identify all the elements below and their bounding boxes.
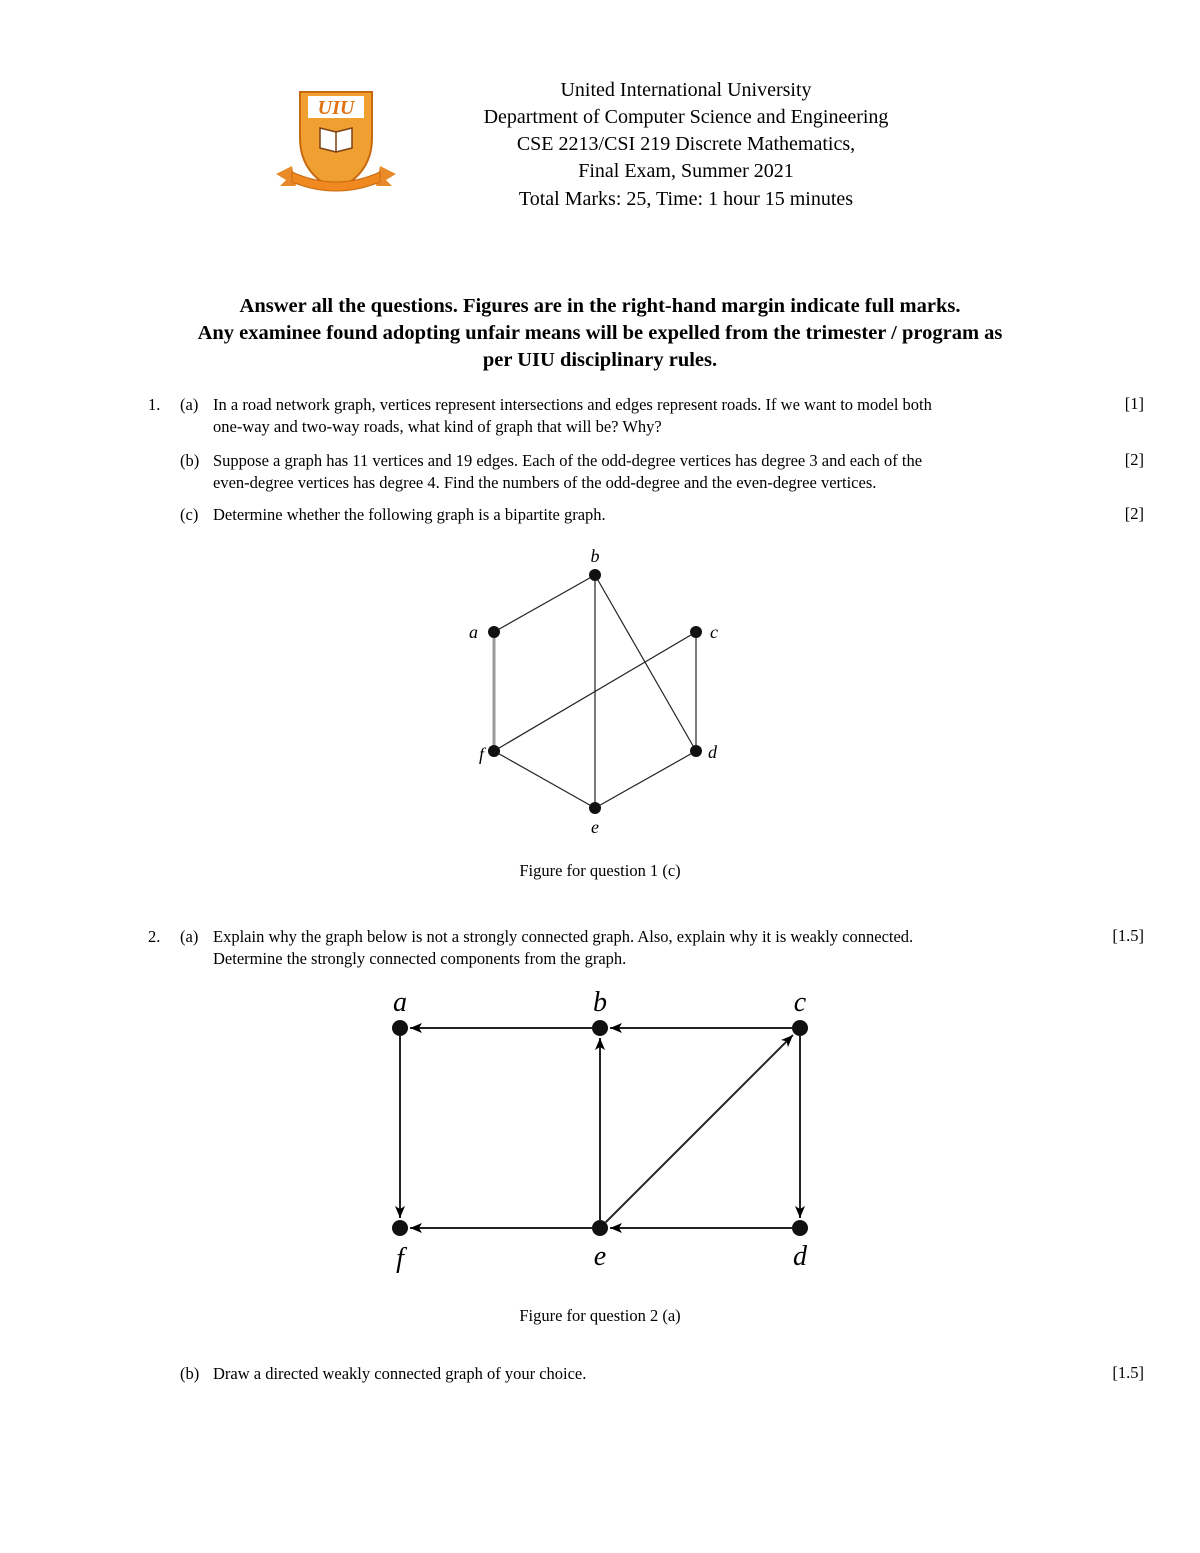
fig1-edge-d-e	[595, 751, 696, 808]
fig2-vertex-f	[392, 1220, 408, 1236]
fig1-vertex-d	[690, 745, 702, 757]
fig2-label-c: c	[793, 987, 807, 1018]
question-2a-line-2: Determine the strongly connected components from the graph.	[213, 949, 627, 968]
fig2-edge-e-to-c	[606, 1035, 793, 1222]
figure-1c-svg	[460, 540, 740, 840]
question-1b-line-1: Suppose a graph has 11 vertices and 19 edges. Each of the odd-degree vertices has degree 3 and each of the	[213, 451, 923, 470]
fig1-vertex-a	[488, 626, 500, 638]
fig1-vertex-e	[589, 802, 601, 814]
exam-title: Final Exam, Summer 2021	[578, 160, 794, 182]
fig1-label-e: e	[591, 817, 599, 837]
fig1-edge-b-d	[595, 575, 696, 751]
fig2-vertex-e	[592, 1220, 608, 1236]
question-1b-label: (b)	[180, 451, 200, 470]
fig2-vertex-b	[592, 1020, 608, 1036]
question-1c-label: (c)	[180, 505, 199, 524]
fig2-vertex-c	[792, 1020, 808, 1036]
fig1-vertex-b	[589, 569, 601, 581]
question-2b-line-1: Draw a directed weakly connected graph of your choice.	[213, 1364, 587, 1383]
fig2-label-e: e	[593, 1241, 607, 1272]
question-2a-marks: [1.5]	[1112, 926, 1144, 945]
question-2a-line-1: Explain why the graph below is not a strongly connected graph. Also, explain why it is weakly connected.	[213, 927, 914, 946]
marks-and-time: Total Marks: 25, Time: 1 hour 15 minutes	[518, 188, 854, 210]
question-1b-marks: [2]	[1124, 450, 1144, 469]
figure-2a-svg	[370, 985, 830, 1275]
logo-text: UIU	[317, 97, 355, 119]
figure-2a-graph	[370, 985, 830, 1275]
fig2-label-d: d	[793, 1241, 807, 1272]
figure-2a-caption: Figure for question 2 (a)	[519, 1306, 681, 1325]
fig1-vertex-f	[488, 745, 500, 757]
fig1-label-a: a	[469, 622, 478, 642]
instruction-line-1: Answer all the questions. Figures are in the right-hand margin indicate full marks.	[239, 295, 961, 317]
fig2-vertex-d	[792, 1220, 808, 1236]
fig1-label-f: f	[478, 744, 484, 764]
question-1a-line-1: In a road network graph, vertices represent intersections and edges represent roads. If we want to model both	[213, 395, 932, 414]
course-title: CSE 2213/CSI 219 Discrete Mathematics,	[516, 133, 856, 155]
fig2-label-b: b	[593, 987, 607, 1018]
question-2b-label: (b)	[180, 1364, 200, 1383]
question-2-number: 2.	[148, 927, 161, 946]
fig1-edge-e-f	[494, 751, 595, 808]
fig2-vertex-a	[392, 1020, 408, 1036]
department-name: Department of Computer Science and Engineering	[483, 106, 889, 128]
question-1c-line-1: Determine whether the following graph is a bipartite graph.	[213, 505, 606, 524]
fig2-label-a: a	[393, 987, 407, 1018]
question-2b-marks: [1.5]	[1112, 1363, 1144, 1382]
fig2-label-f: f	[396, 1243, 404, 1274]
fig1-vertex-c	[690, 626, 702, 638]
fig1-label-d: d	[708, 742, 717, 762]
fig1-label-c: c	[710, 622, 718, 642]
fig1-edge-a-b	[494, 575, 595, 632]
fig1-label-b: b	[590, 546, 600, 566]
figure-1c-caption: Figure for question 1 (c)	[519, 861, 681, 880]
question-1b-line-2: even-degree vertices has degree 4. Find the numbers of the odd-degree and the even-degree vertices.	[213, 473, 877, 492]
figure-1c-graph	[460, 540, 740, 840]
question-1a-label: (a)	[180, 395, 199, 414]
question-1a-marks: [1]	[1124, 394, 1144, 413]
instruction-line-3: per UIU disciplinary rules.	[482, 349, 718, 371]
question-1c-marks: [2]	[1124, 504, 1144, 523]
instruction-line-2: Any examinee found adopting unfair means will be expelled from the trimester / program as	[197, 322, 1003, 344]
question-1a-line-2: one-way and two-way roads, what kind of graph that will be? Why?	[213, 417, 662, 436]
question-2a-label: (a)	[180, 927, 199, 946]
question-1-number: 1.	[148, 395, 161, 414]
university-name: United International University	[560, 79, 812, 101]
